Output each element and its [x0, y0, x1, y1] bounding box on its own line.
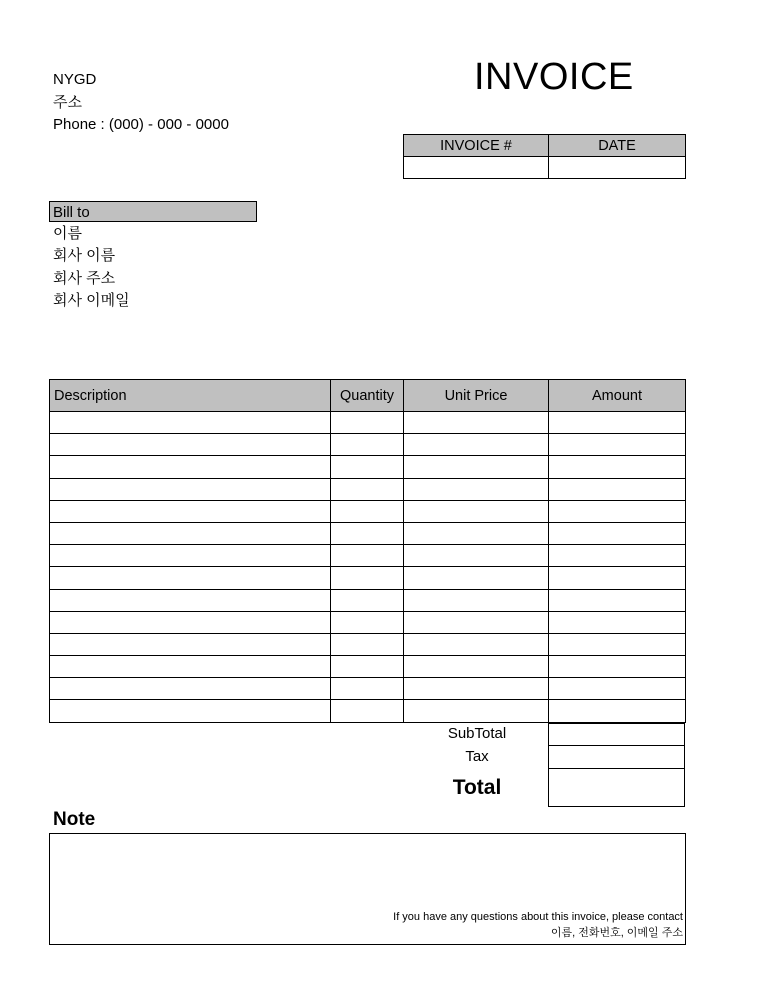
- description-cell[interactable]: [50, 567, 331, 589]
- amount-cell[interactable]: [549, 500, 686, 522]
- description-cell[interactable]: [50, 700, 331, 722]
- quantity-cell[interactable]: [331, 545, 404, 567]
- description-cell[interactable]: [50, 456, 331, 478]
- amount-cell[interactable]: [549, 522, 686, 544]
- table-row: [50, 633, 686, 655]
- unit-price-header: Unit Price: [404, 380, 549, 412]
- description-cell[interactable]: [50, 611, 331, 633]
- table-row: [50, 567, 686, 589]
- note-contact-line: If you have any questions about this invoice, please contact: [393, 911, 683, 923]
- invoice-title: INVOICE: [474, 56, 634, 98]
- invoice-number-cell[interactable]: [404, 157, 549, 179]
- quantity-cell[interactable]: [331, 633, 404, 655]
- bill-to-header: Bill to: [49, 201, 257, 222]
- unit-price-cell[interactable]: [404, 700, 549, 722]
- quantity-cell[interactable]: [331, 412, 404, 434]
- description-cell[interactable]: [50, 589, 331, 611]
- amount-cell[interactable]: [549, 545, 686, 567]
- amount-cell[interactable]: [549, 434, 686, 456]
- amount-cell[interactable]: [549, 456, 686, 478]
- bill-to-company-name: 회사 이름: [53, 247, 116, 265]
- description-header: Description: [50, 380, 331, 412]
- table-row: [50, 522, 686, 544]
- quantity-cell[interactable]: [331, 434, 404, 456]
- bill-to-company-email: 회사 이메일: [53, 291, 130, 309]
- unit-price-cell[interactable]: [404, 478, 549, 500]
- subtotal-cell[interactable]: [548, 723, 685, 746]
- quantity-cell[interactable]: [331, 700, 404, 722]
- amount-cell[interactable]: [549, 700, 686, 722]
- table-row: [50, 678, 686, 700]
- bill-to-lines: [53, 223, 130, 312]
- unit-price-cell[interactable]: [404, 656, 549, 678]
- table-row: [50, 478, 686, 500]
- date-cell[interactable]: [549, 157, 686, 179]
- amount-cell[interactable]: [549, 478, 686, 500]
- amount-cell[interactable]: [549, 678, 686, 700]
- date-header: DATE: [549, 135, 686, 157]
- table-row: [50, 456, 686, 478]
- table-row: [50, 656, 686, 678]
- unit-price-cell[interactable]: [404, 589, 549, 611]
- subtotal-label: SubTotal: [447, 725, 507, 742]
- amount-cell[interactable]: [549, 589, 686, 611]
- invoice-number-header: INVOICE #: [404, 135, 549, 157]
- description-cell[interactable]: [50, 545, 331, 567]
- quantity-cell[interactable]: [331, 500, 404, 522]
- unit-price-cell[interactable]: [404, 567, 549, 589]
- amount-cell[interactable]: [549, 412, 686, 434]
- quantity-cell[interactable]: [331, 478, 404, 500]
- note-contact-details: 이름, 전화번호, 이메일 주소: [550, 927, 683, 939]
- company-address: 주소: [53, 93, 82, 111]
- company-phone: Phone : (000) - 000 - 0000: [53, 116, 229, 133]
- description-cell[interactable]: [50, 412, 331, 434]
- total-cell[interactable]: [548, 768, 685, 807]
- unit-price-cell[interactable]: [404, 611, 549, 633]
- unit-price-cell[interactable]: [404, 545, 549, 567]
- table-row: [50, 434, 686, 456]
- unit-price-cell[interactable]: [404, 678, 549, 700]
- amount-cell[interactable]: [549, 567, 686, 589]
- company-name: NYGD: [53, 71, 97, 88]
- quantity-cell[interactable]: [331, 611, 404, 633]
- note-title: Note: [53, 809, 96, 830]
- quantity-cell[interactable]: [331, 589, 404, 611]
- unit-price-cell[interactable]: [404, 500, 549, 522]
- description-cell[interactable]: [50, 633, 331, 655]
- amount-cell[interactable]: [549, 633, 686, 655]
- note-contact-text: [393, 909, 683, 941]
- tax-cell[interactable]: [548, 745, 685, 769]
- amount-header: Amount: [549, 380, 686, 412]
- unit-price-cell[interactable]: [404, 522, 549, 544]
- unit-price-cell[interactable]: [404, 412, 549, 434]
- table-row: [50, 589, 686, 611]
- description-cell[interactable]: [50, 500, 331, 522]
- bill-to-name: 이름: [53, 225, 82, 242]
- table-row: [50, 545, 686, 567]
- table-row: [50, 611, 686, 633]
- quantity-header: Quantity: [331, 380, 404, 412]
- company-info: [53, 69, 229, 137]
- quantity-cell[interactable]: [331, 456, 404, 478]
- description-cell[interactable]: [50, 478, 331, 500]
- line-items-body: [50, 412, 686, 723]
- tax-label: Tax: [465, 748, 489, 765]
- description-cell[interactable]: [50, 434, 331, 456]
- quantity-cell[interactable]: [331, 522, 404, 544]
- invoice-meta-table: [403, 134, 686, 179]
- description-cell[interactable]: [50, 522, 331, 544]
- quantity-cell[interactable]: [331, 678, 404, 700]
- bill-to-company-address: 회사 주소: [53, 269, 116, 287]
- unit-price-cell[interactable]: [404, 434, 549, 456]
- note-box[interactable]: [49, 833, 686, 945]
- total-label: Total: [452, 776, 502, 799]
- description-cell[interactable]: [50, 678, 331, 700]
- quantity-cell[interactable]: [331, 656, 404, 678]
- table-row: [50, 500, 686, 522]
- unit-price-cell[interactable]: [404, 633, 549, 655]
- amount-cell[interactable]: [549, 656, 686, 678]
- description-cell[interactable]: [50, 656, 331, 678]
- quantity-cell[interactable]: [331, 567, 404, 589]
- line-items-table: [49, 379, 686, 723]
- table-row: [50, 700, 686, 722]
- amount-cell[interactable]: [549, 611, 686, 633]
- table-row: [50, 412, 686, 434]
- unit-price-cell[interactable]: [404, 456, 549, 478]
